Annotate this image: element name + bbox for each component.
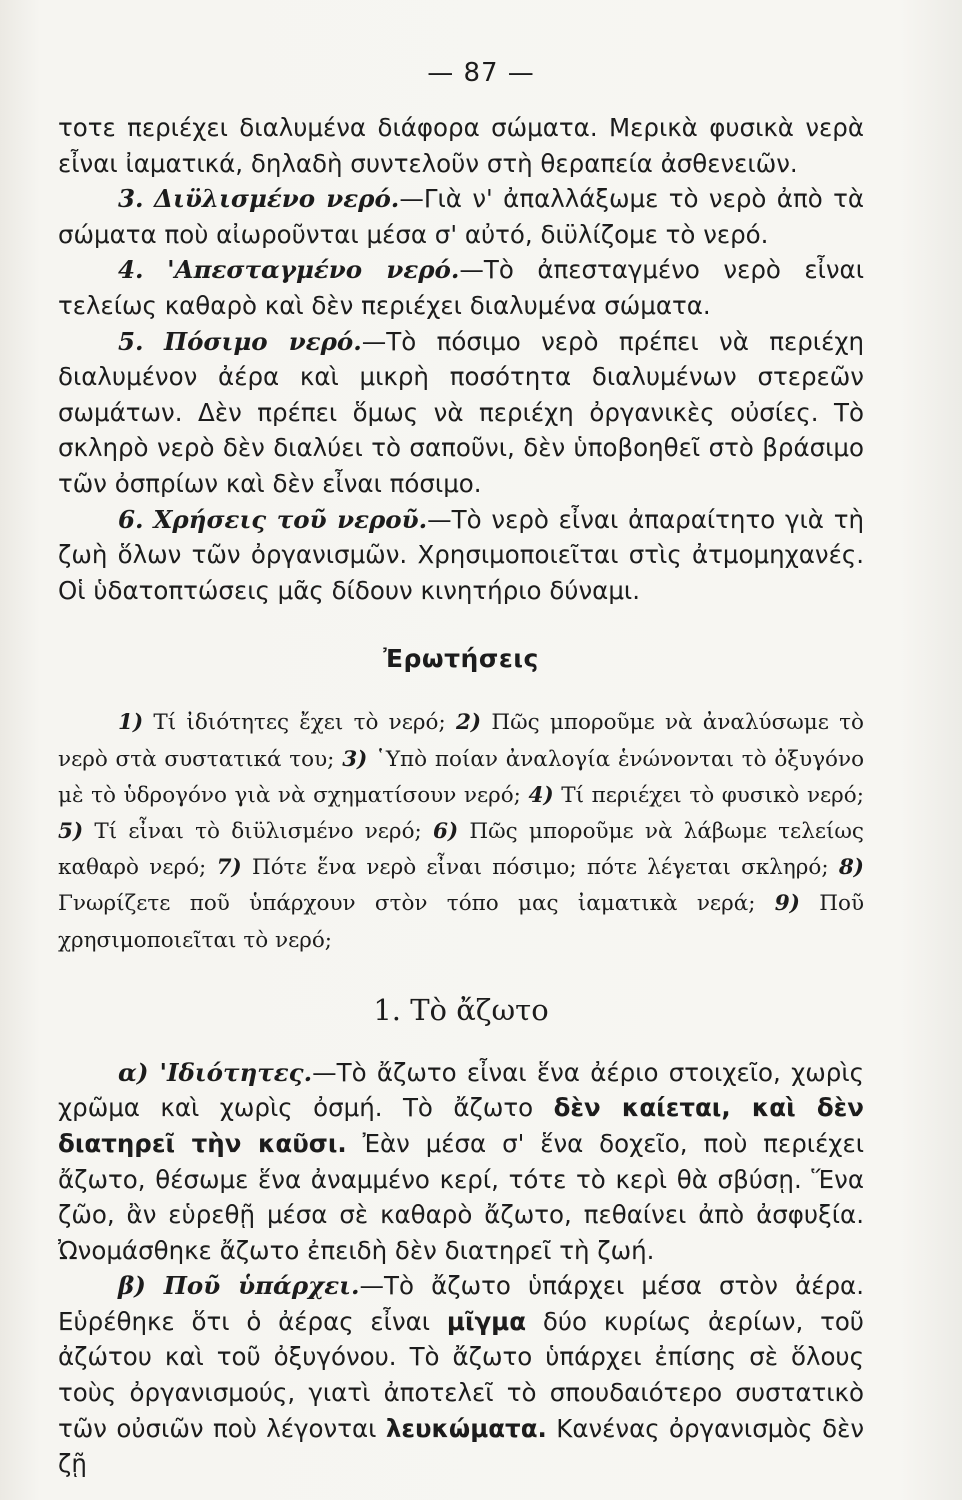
questions-heading: Ἐρωτήσεις [383, 644, 539, 674]
subsection-label: α) 'Ιδιότητες. [118, 1057, 313, 1087]
paragraph-drinking-water [58, 324, 864, 502]
item-text: —Τὸ πόσιμο νερὸ πρέπει νὰ περιέχη διαλυμένον ἀέρα καὶ μικρὴ ποσότητα διαλυμένων στερεῶν σωμάτων. Δὲν πρέπει ὅμως νὰ περιέχη ὀργανικὲς οὐσίες. Τὸ σκληρὸ νερὸ δὲν διαλύει τὸ σαποῦνι, δὲν ὑποβοηθεῖ στὸ βράσιμο τῶν ὀσπρίων καὶ δὲν εἶναι πόσιμο. [58, 326, 865, 498]
item-number: 3. [118, 184, 144, 214]
item-term: 'Απεσταγμένο νερό. [167, 255, 460, 285]
item-text: —Τὸ νερὸ εἶναι ἀπαραίτητο γιὰ τὴ ζωὴ ὅλων τῶν ὀργανισμῶν. Χρησιμοποιεῖται στὶς ἀτμομηχανές. Οἱ ὑδατοπτώσεις μᾶς δίδουν κινητήριο δύναμι. [58, 504, 864, 605]
question-text: Ποῦ χρησιμοποιεῖται τὸ νερό; [58, 891, 865, 953]
item-number: 4. [118, 255, 144, 285]
bold-term: μῖγμα [446, 1306, 527, 1336]
question-text: Τί περιέχει τὸ φυσικὸ νερό; [561, 782, 864, 808]
questions-paragraph [58, 705, 864, 958]
paragraph-distilled-water [58, 252, 864, 323]
question-text: Πότε ἕνα νερὸ εἶναι πόσιμο; πότε λέγεται σκληρό; [251, 855, 829, 881]
subsection-label: β) Ποῦ ὑπάρχει. [118, 1271, 360, 1301]
item-number: 5. [118, 326, 144, 356]
paragraph-intro: τοτε περιέχει διαλυμένα διάφορα σώματα. Μερικὰ φυσικὰ νερὰ εἶναι ἰαματικά, δηλαδὴ συντελοῦν στὴ θεραπεία ἀσθενειῶν. [58, 113, 864, 178]
subsection-text: Ἐὰν μέσα σ' ἕνα δοχεῖο, ποὺ περιέχει ἄζωτο, θέσωμε ἕνα ἀναμμένο κερί, τότε τὸ κερὶ θὰ σβύσῃ. Ἕνα ζῶο, ἂν εὑρεθῇ μέσα σὲ καθαρὸ ἄζωτο, πεθαίνει ἀπὸ ἀσφυξία. Ὠνομάσθηκε ἄζωτο ἐπειδὴ δὲν διατηρεῖ τὴ ζωή. [58, 1128, 864, 1265]
paragraph-occurrence [58, 1268, 864, 1482]
item-number: 6. [118, 504, 144, 534]
paragraph-water-uses [58, 502, 864, 609]
question-number: 3) [342, 746, 368, 772]
bold-phrase: δὲν καίεται, καὶ δὲν διατηρεῖ τὴν καῦσι. [58, 1093, 864, 1158]
item-term: Πόσιμο νερό. [163, 326, 362, 356]
section-title: 1. Τὸ ἄζωτο [373, 992, 549, 1027]
item-text: —Γιὰ ν' ἀπαλλάξωμε τὸ νερὸ ἀπὸ τὰ σώματα ποὺ αἰωροῦνται μέσα σ' αὐτό, διϋλίζομε τὸ νερό. [58, 184, 865, 249]
question-number: 6) [432, 818, 459, 844]
question-text: Πῶς μποροῦμε νὰ λάβωμε τελείως καθαρὸ νερό; [58, 818, 864, 881]
paragraph-properties [58, 1055, 864, 1269]
question-number: 7) [216, 855, 242, 881]
item-text: —Τὸ ἀπεσταγμένο νερὸ εἶναι τελείως καθαρὸ καὶ δὲν περιέχει διαλυμένα σώματα. [58, 255, 864, 320]
question-number: 4) [528, 782, 554, 808]
subsection-text: —Τὸ ἄζωτο εἶναι ἕνα ἀέριο στοιχεῖο, χωρὶς χρῶμα καὶ χωρὶς ὀσμή. Τὸ ἄζωτο [58, 1057, 864, 1123]
subsection-text: δύο κυρίως ἀερίων, τοῦ ἀζώτου καὶ τοῦ ὀξυγόνου. Τὸ ἄζωτο ὑπάρχει ἐπίσης σὲ ὅλους τοὺς ὀργανισμούς, γιατὶ ἀποτελεῖ τὸ σπουδαιότερο συστατικὸ τῶν οὐσιῶν ποὺ λέγονται [58, 1306, 864, 1443]
subsection-text: Κανένας ὀργανισμὸς δὲν ζῇ [58, 1413, 865, 1479]
page-content [58, 110, 864, 1482]
page-number: — 87 — [427, 58, 535, 88]
question-text: ῾Υπὸ ποίαν ἀναλογία ἑνώνονται τὸ ὀξυγόνο μὲ τὸ ὑδρογόνο γιὰ νὰ σχηματίσουν νερό; [58, 746, 865, 808]
item-term: Διϋλισμένο νερό. [154, 184, 400, 214]
question-number: 2) [455, 710, 482, 736]
question-number: 8) [838, 855, 864, 881]
bold-term: λευκώματα. [385, 1413, 547, 1443]
question-text: Τί ἰδιότητες ἔχει τὸ νερό; [153, 710, 446, 736]
question-text: Γνωρίζετε ποῦ ὑπάρχουν στὸν τόπο μας ἰαματικὰ νερά; [58, 891, 756, 917]
subsection-text: —Τὸ ἄζωτο ὑπάρχει μέσα στὸν ἀέρα. Εὑρέθηκε ὅτι ὁ ἀέρας εἶναι [58, 1271, 864, 1336]
paragraph-filtered-water [58, 181, 864, 252]
question-number: 9) [774, 891, 800, 917]
item-term: Χρήσεις τοῦ νεροῦ. [153, 504, 428, 534]
question-text: Πῶς μποροῦμε νὰ ἀναλύσωμε τὸ νερὸ στὰ συστατικά του; [58, 710, 864, 772]
question-number: 5) [58, 818, 84, 844]
question-text: Τί εἶναι τὸ διϋλισμένο νερό; [94, 818, 422, 844]
question-number: 1) [118, 710, 144, 736]
